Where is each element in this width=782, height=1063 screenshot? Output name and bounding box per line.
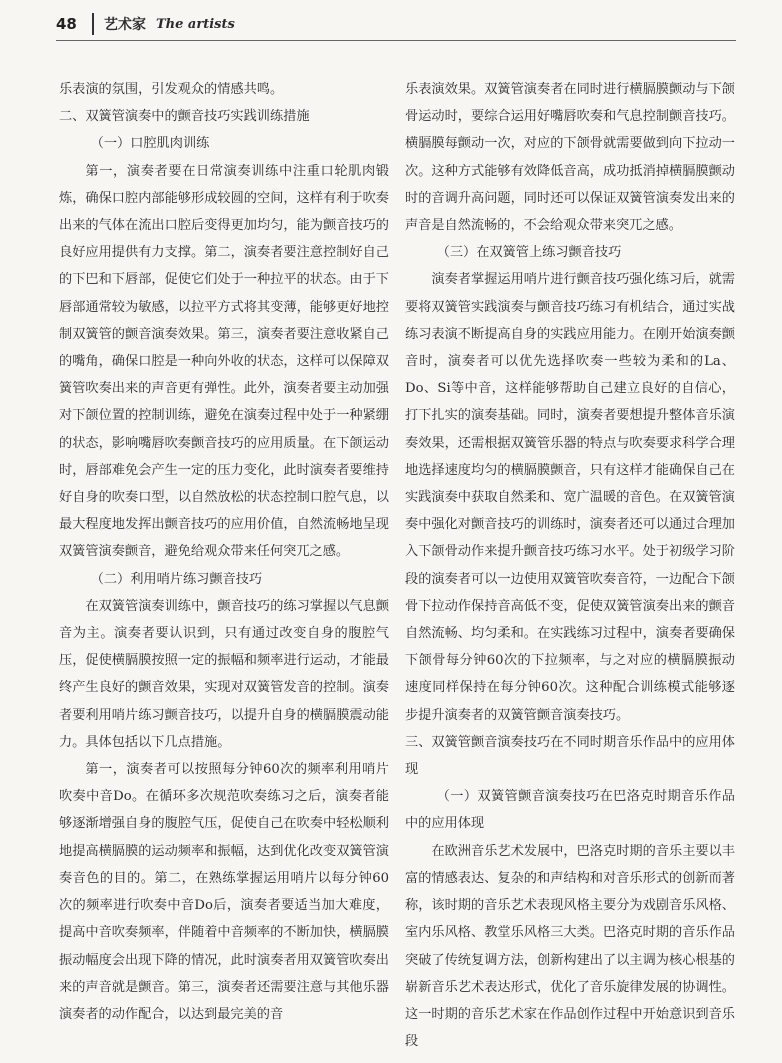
paragraph-continuation: 乐表演的氛围，引发观众的情感共鸣。: [59, 82, 284, 97]
paragraph-continuation: 乐表演效果。双簧管演奏者在同时进行横膈膜颤动与下颌骨运动时，要综合运用好嘴唇吹奏和气息控制颤音技巧。横膈膜每颤动一次，对应的下颌骨就需要做到向下拉动一次。这种方式能够有效降低音高，成功抵消掉横膈膜颤动时的音调升高问题，同时还可以保证双簧管演奏发出来的声音是自然流畅的，不会给观众带来突兀之感。: [405, 82, 735, 234]
journal-title-en: The artists: [156, 16, 235, 32]
page-number: 48: [56, 15, 77, 33]
left-column: [59, 76, 389, 1028]
subsection-heading-reed-practice: （二）利用哨片练习颤音技巧: [90, 571, 263, 587]
subsection-heading-oboe-practice: （三）在双簧管上练习颤音技巧: [436, 245, 622, 261]
section-heading-3: 三、双簧管颤音演奏技巧在不同时期音乐作品中的应用体现: [405, 734, 735, 778]
subsection-heading-oral-muscle: （一）口腔肌肉训练: [90, 136, 210, 152]
paragraph: 第一，演奏者要在日常演奏训练中注重口轮肌肉锻炼，确保口腔内部能够形成较圆的空间，这样有利于吹奏出来的气体在流出口腔后变得更加均匀，能为颤音技巧的良好应用提供有力支撑。第二，演奏者要注意控制好自己的下巴和下唇部，促使它们处于一种拉平的状态。由于下唇部通常较为敏感，以拉平方式将其变薄，能够更好地控制双簧管的颤音演奏效果。第三，演奏者要注意收紧自己的嘴角，确保口腔是一种向外收的状态，这样可以保障双簧管吹奏出来的声音更有弹性。此外，演奏者要主动加强对下颌位置的控制训练，避免在演奏过程中处于一种紧绷的状态，影响嘴唇吹奏颤音技巧的应用质量。在下颌运动时，唇部难免会产生一定的压力变化，此时演奏者要维持好自身的吹奏口型，以自然放松的状态控制口腔气息，以最大程度地发挥出颤音技巧的应用价值，自然流畅地呈现双簧管演奏颤音，避免给观众带来任何突兀之感。: [59, 163, 389, 560]
paragraph: 演奏者掌握运用哨片进行颤音技巧强化练习后，就需要将双簧管实践演奏与颤音技巧练习有机结合，通过实战练习表演不断提高自身的实践应用能力。在刚开始演奏颤音时，演奏者可以优先选择吹奏一些较为柔和的La、Do、Si等中音，这样能够帮助自己建立良好的自信心，打下扎实的演奏基础。同时，演奏者要想提升整体音乐演奏效果，还需根据双簧管乐器的特点与吹奏要求科学合理地选择速度均匀的横膈膜颤音，只有这样才能确保自己在实践演奏中获取自然柔和、宽广温暖的音色。在双簧管演奏中强化对颤音技巧的训练时，演奏者还可以通过合理加入下颌骨动作来提升颤音技巧练习水平。处于初级学习阶段的演奏者可以一边使用双簧管吹奏音符，一边配合下颌骨下拉动作保持音高低不变，促使双簧管演奏出来的颤音自然流畅、均匀柔和。在实践练习过程中，演奏者要确保下颌骨每分钟60次的下拉频率，与之对应的横膈膜振动速度同样保持在每分钟60次。这种配合训练模式能够逐步提升演奏者的双簧管颤音演奏技巧。: [405, 272, 735, 723]
header-rule: [56, 40, 736, 41]
section-heading-2: 二、双簧管演奏中的颤音技巧实践训练措施: [59, 109, 310, 125]
journal-title-cn: 艺术家: [104, 17, 146, 33]
paragraph: 在双簧管演奏训练中，颤音技巧的练习掌握以气息颤音为主。演奏者要认识到，只有通过改变自身的腹腔气压，促使横膈膜按照一定的振幅和频率进行运动，才能最终产生良好的颤音效果，实现对双簧管发音的控制。演奏者要利用哨片练习颤音技巧，以提升自身的横膈膜震动能力。具体包括以下几点措施。: [59, 598, 389, 750]
paragraph: 在欧洲音乐艺术发展中，巴洛克时期的音乐主要以丰富的情感表达、复杂的和声结构和对音乐形式的创新而著称，该时期的音乐艺术表现风格主要分为戏剧音乐风格、室内乐风格、教堂乐风格三大类。巴洛克时期的音乐作品突破了传统复调方法，创新构建出了以主调为核心根基的崭新音乐艺术表达形式，优化了音乐旋律发展的协调性。这一时期的音乐艺术家在作品创作过程中开始意识到音乐段: [405, 843, 735, 1050]
running-header: [56, 10, 736, 38]
subsection-heading-baroque: （一）双簧管颤音演奏技巧在巴洛克时期音乐作品中的应用体现: [405, 789, 735, 832]
right-column: [405, 76, 735, 1055]
header-divider: [92, 13, 94, 35]
paragraph: 第一，演奏者可以按照每分钟60次的频率利用哨片吹奏中音Do。在循环多次规范吹奏练习之后，演奏者能够逐渐增强自身的腹腔气压，促使自己在吹奏中轻松顺利地提高横膈膜的运动频率和振幅，达到优化改变双簧管演奏音色的目的。第二，在熟练掌握运用哨片以每分钟60次的频率进行吹奏中音Do后，演奏者要适当加大难度，提高中音吹奏频率，伴随着中音频率的不断加快，横膈膜振动幅度会出现下降的情况，此时演奏者用双簧管吹奏出来的声音就是颤音。第三，演奏者还需要注意与其他乐器演奏者的动作配合，以达到最完美的音: [59, 762, 389, 1022]
